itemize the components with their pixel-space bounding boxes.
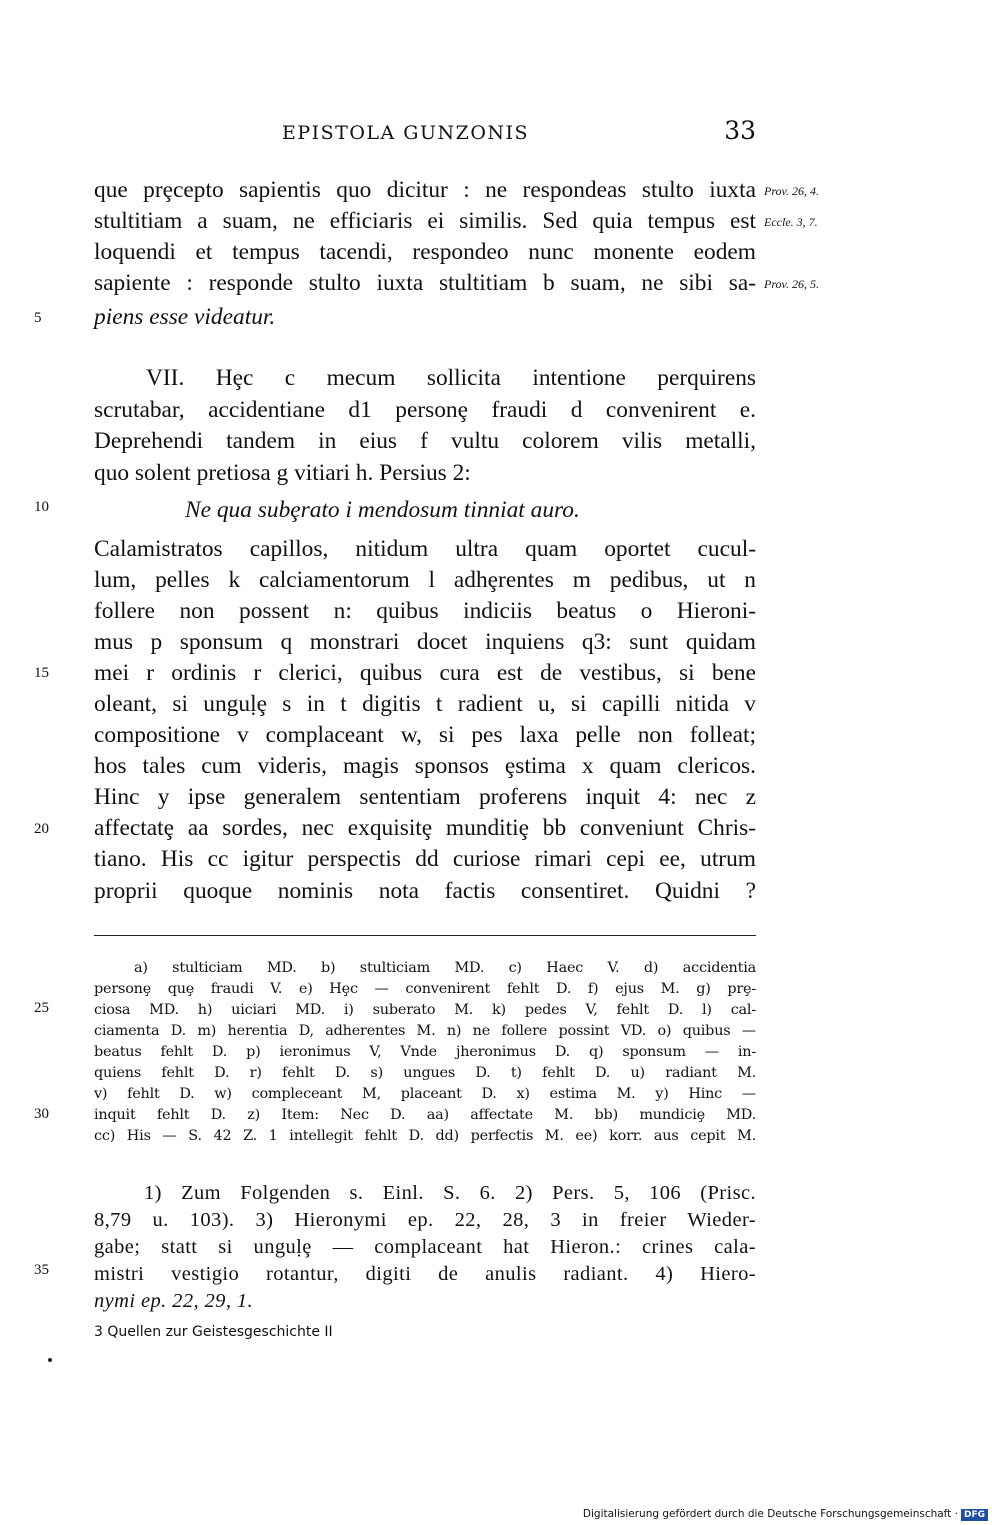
body-line: scrutabar, accidentiane d1 personȩ fraudi d convenirent e. (94, 397, 756, 423)
digitization-text: Digitalisierung gefördert durch die Deutsche Forschungsgemeinschaft · (582, 1508, 958, 1520)
verse-quotation: Ne qua subȩrato i mendosum tinniat auro. (185, 497, 580, 523)
source-note-line: 8,79 u. 103). 3) Hieronymi ep. 22, 28, 3 in freier Wieder- (94, 1209, 756, 1231)
margin-note: Prov. 26, 5. (764, 277, 819, 291)
apparatus-line: personȩ quȩ fraudi V. e) Hȩc — convenirent fehlt D. f) ejus M. g) prȩ- (94, 981, 756, 997)
running-title: EPISTOLA GUNZONIS (282, 122, 530, 144)
body-line: Calamistratos capillos, nitidum ultra quam oportet cucul- (94, 536, 756, 562)
body-line: lum, pelles k calciamentorum l adhȩrentes m pedibus, ut n (94, 567, 756, 593)
line-number: 10 (34, 499, 49, 515)
footnote-rule (94, 935, 756, 936)
body-line: loquendi et tempus tacendi, respondeo nunc monente eodem (94, 239, 756, 265)
body-line: affectatȩ aa sordes, nec exquisitȩ munditiȩ bb conveniunt Chris- (94, 815, 756, 841)
line-number: 30 (34, 1106, 49, 1122)
body-line: quo solent pretiosa g vitiari h. Persius 2: (94, 460, 471, 486)
source-note-line: gabe; statt si unguḷȩ — complaceant hat Hieron.: crines cala- (94, 1236, 756, 1258)
apparatus-line: beatus fehlt D. p) ieronimus V, Vnde jheronimus D. q) sponsum — in- (94, 1044, 756, 1060)
margin-note: Prov. 26, 4. (764, 184, 819, 198)
margin-note: Eccle. 3, 7. (764, 215, 818, 229)
line-number: 20 (34, 821, 49, 837)
dfg-logo: DFG (961, 1509, 988, 1521)
apparatus-line: v) fehlt D. w) compleceant M, placeant D. x) estima M. y) Hinc — (94, 1086, 756, 1102)
body-line: sapiente : responde stulto iuxta stultitiam b suam, ne sibi sa- (94, 270, 756, 296)
stray-dot (48, 1358, 52, 1362)
line-number: 35 (34, 1262, 49, 1278)
source-note-line: mistri vestigio rotantur, digiti de anulis radiant. 4) Hiero- (94, 1263, 756, 1285)
body-line: tiano. His cc igitur perspectis dd curiose rimari cepi ee, utrum (94, 846, 756, 872)
running-head (92, 116, 756, 150)
line-number: 25 (34, 1000, 49, 1016)
apparatus-line: quiens fehlt D. r) fehlt D. s) ungues D. t) fehlt D. u) radiant M. (94, 1065, 756, 1081)
page-number: 33 (724, 116, 756, 145)
body-line: piens esse videatur. (94, 304, 276, 330)
body-line: hos tales cum videris, magis sponsos ȩstima x quam clericos. (94, 753, 756, 779)
line-number: 5 (34, 310, 42, 326)
body-line: Hinc y ipse generalem sententiam proferens inquit 4: nec z (94, 784, 756, 810)
body-line: Deprehendi tandem in eius f vultu colorem vilis metalli, (94, 428, 756, 454)
digitization-credit (583, 1508, 988, 1521)
apparatus-line: ciosa MD. h) uiciari MD. i) suberato M. k) pedes V, fehlt D. l) cal- (94, 1002, 756, 1018)
source-note-line: 1) Zum Folgenden s. Einl. S. 6. 2) Pers. 5, 106 (Prisc. (144, 1182, 756, 1204)
apparatus-line: inquit fehlt D. z) Item: Nec D. aa) affectate M. bb) mundiciȩ MD. (94, 1107, 756, 1123)
line-number: 15 (34, 665, 49, 681)
body-line: follere non possent n: quibus indiciis beatus o Hieroni- (94, 598, 756, 624)
body-line: stultitiam a suam, ne efficiaris ei similis. Sed quia tempus est (94, 208, 756, 234)
body-line: mus p sponsum q monstrari docet inquiens q3: sunt quidam (94, 629, 756, 655)
body-line: oleant, si unguḷȩ s in t digitis t radient u, si capilli nitida v (94, 691, 756, 717)
source-note-line: nymi ep. 22, 29, 1. (94, 1290, 254, 1312)
chapter-opening-line: VII. Hȩc c mecum sollicita intentione perquirens (146, 365, 756, 391)
body-line: que prȩcepto sapientis quo dicitur : ne respondeas stulto iuxta (94, 177, 756, 203)
apparatus-line: cc) His — S. 42 Z. 1 intellegit fehlt D. dd) perfectis M. ee) korr. aus cepit M. (94, 1128, 756, 1144)
apparatus-line: ciamenta D. m) herentia D, adherentes M. n) ne follere possint VD. o) quibus — (94, 1023, 756, 1039)
apparatus-line: a) stulticiam MD. b) stulticiam MD. c) Haec V. d) accidentia (134, 960, 756, 976)
body-line: proprii quoque nominis nota factis consentiret. Quidni ? (94, 878, 756, 904)
body-line: compositione v complaceant w, si pes laxa pelle non folleat; (94, 722, 756, 748)
signature-mark: 3 Quellen zur Geistesgeschichte II (94, 1324, 333, 1340)
body-line: mei r ordinis r clerici, quibus cura est de vestibus, si bene (94, 660, 756, 686)
